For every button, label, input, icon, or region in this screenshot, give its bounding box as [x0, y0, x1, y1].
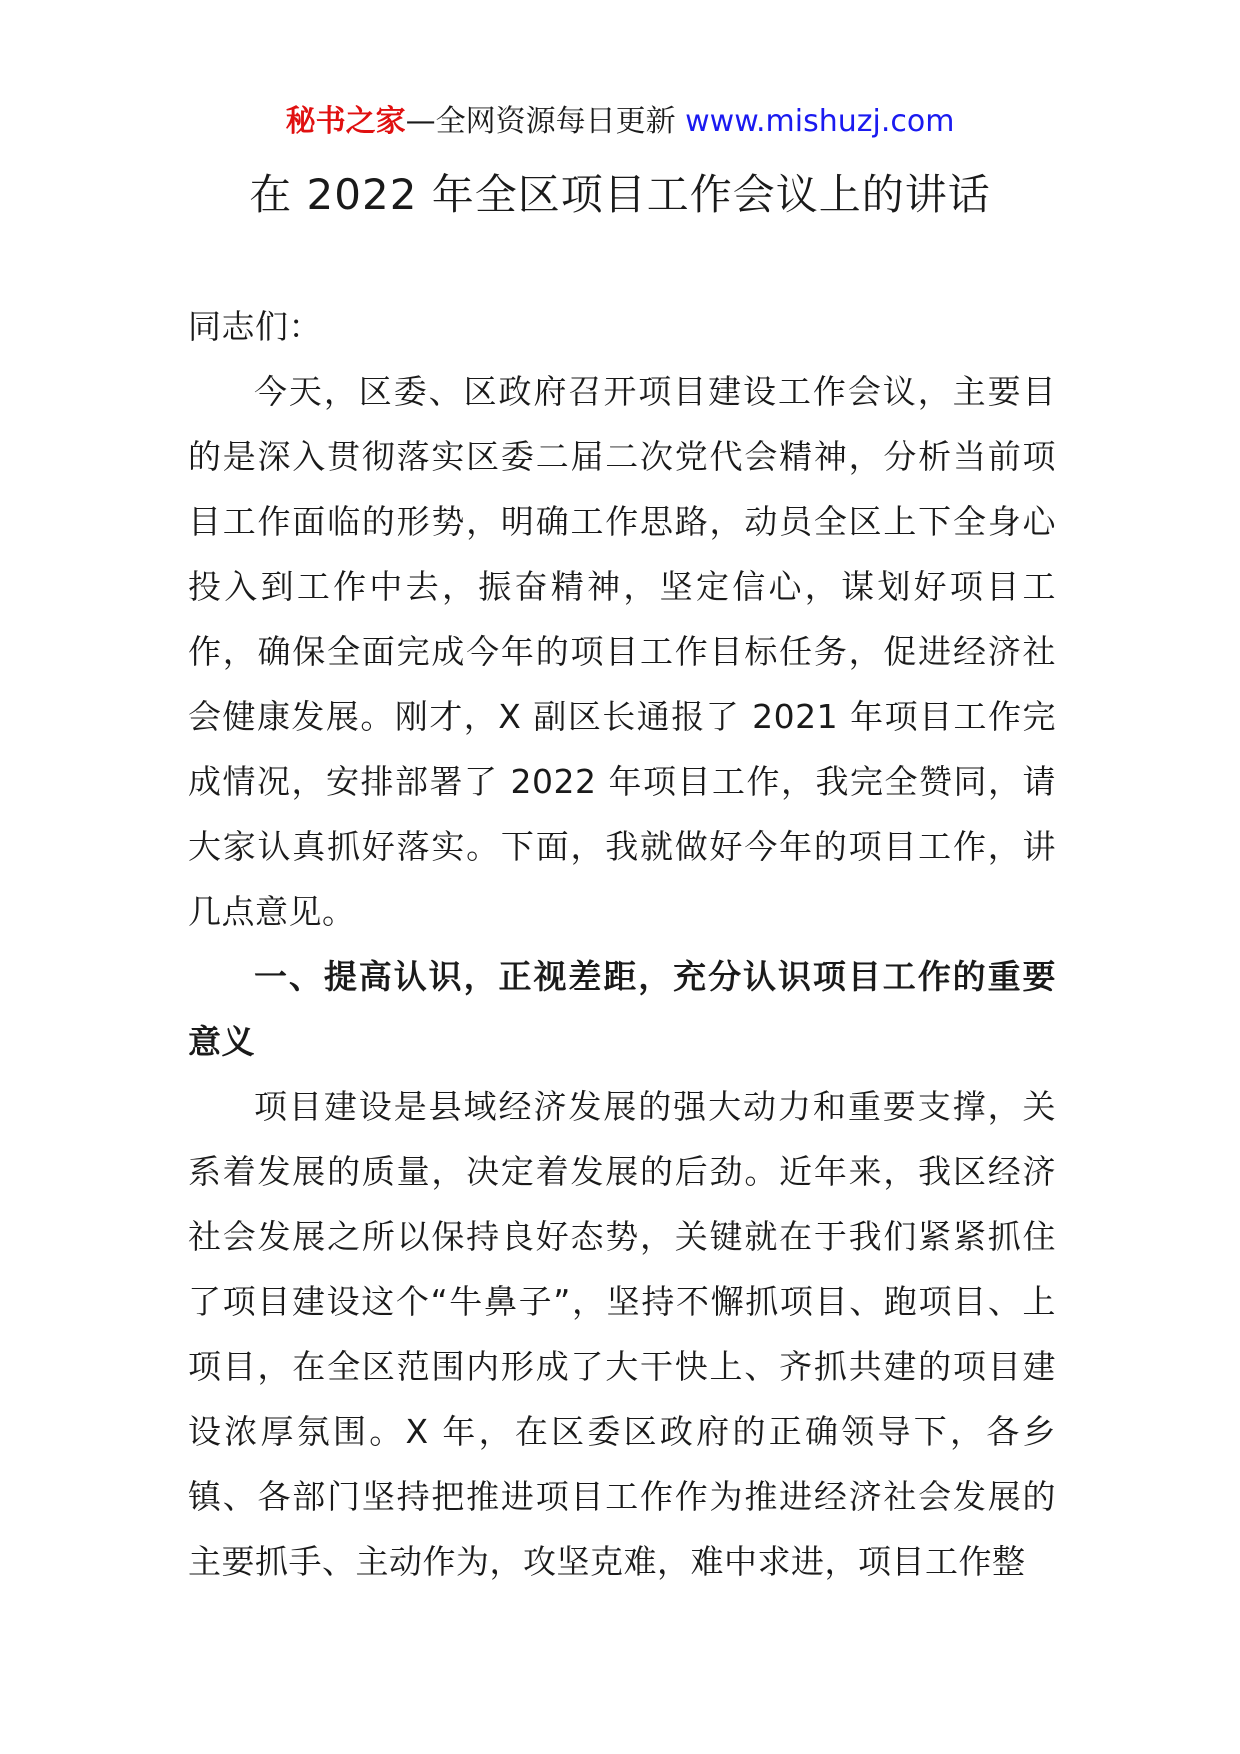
document-title: 在 2022 年全区项目工作会议上的讲话: [249, 170, 991, 219]
paragraph-intro: 今天，区委、区政府召开项目建设工作会议，主要目的是深入贯彻落实区委二届二次党代会精神，分析当前项目工作面临的形势，明确工作思路，动员全区上下全身心投入到工作中去，振奋精神，坚定信心，谋划好项目工作，确保全面完成今年的项目工作目标任务，促进经济社会健康发展。刚才，X 副区长通报了 2021 年项目工作完成情况，安排部署了 2022 年项目工作，我完全赞同，请大家认真抓好落实。下面，我就做好今年的项目工作，讲几点意见。: [188, 372, 1056, 931]
salutation: 同志们：: [188, 307, 322, 346]
document-body: [188, 294, 1056, 1594]
watermark-slogan: —全网资源每日更新: [405, 104, 686, 139]
site-watermark-header: [0, 102, 1240, 142]
watermark-brand: 秘书之家: [285, 104, 406, 139]
section-heading-1: 一、提高认识，正视差距，充分认识项目工作的重要意义: [188, 957, 1056, 1061]
watermark-url-link[interactable]: www.mishuzj.com: [685, 104, 955, 139]
paragraph-section-1: 项目建设是县域经济发展的强大动力和重要支撑，关系着发展的质量，决定着发展的后劲。近年来，我区经济社会发展之所以保持良好态势，关键就在于我们紧紧抓住了项目建设这个“牛鼻子”，坚持不懈抓项目、跑项目、上项目，在全区范围内形成了大干快上、齐抓共建的项目建设浓厚氛围。X 年，在区委区政府的正确领导下，各乡镇、各部门坚持把推进项目工作作为推进经济社会发展的主要抓手、主动作为，攻坚克难，难中求进，项目工作整: [188, 1087, 1056, 1581]
